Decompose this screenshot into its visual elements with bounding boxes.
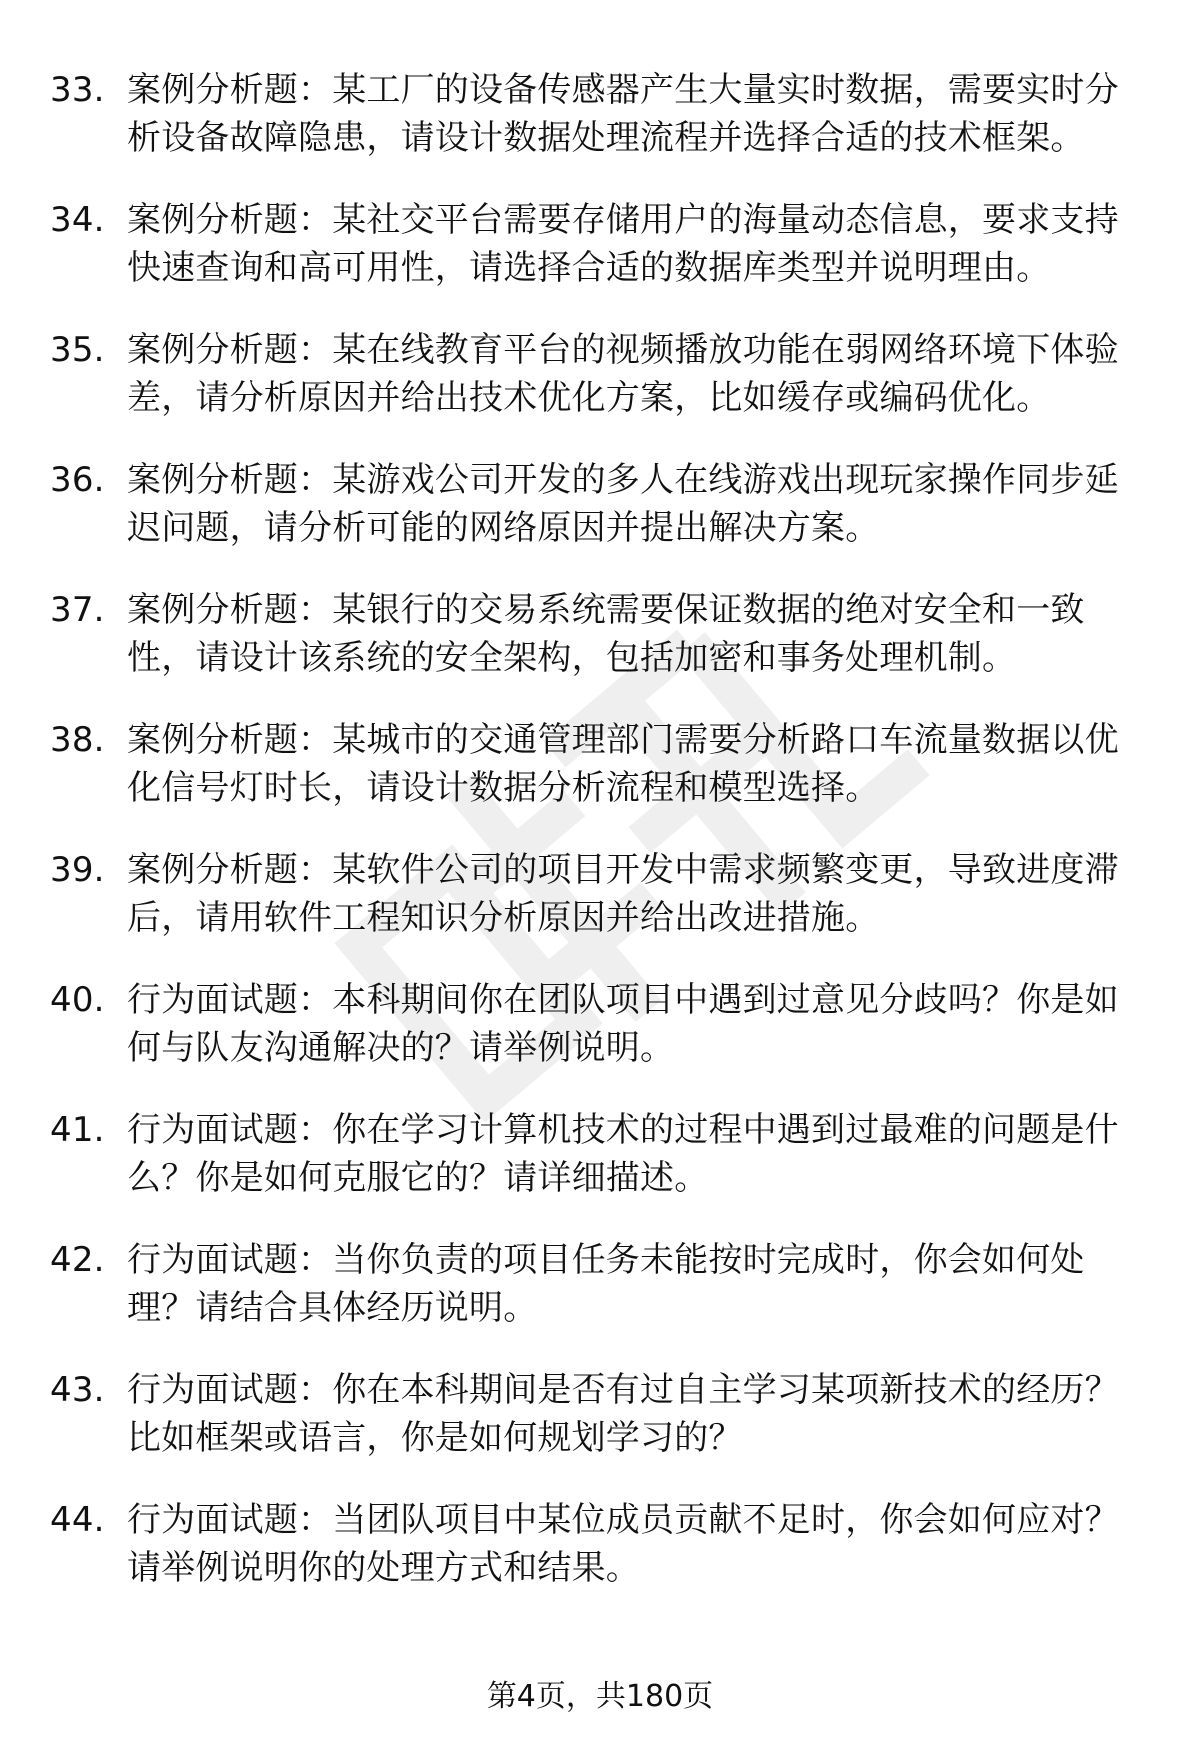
question-text: 案例分析题：某游戏公司开发的多人在线游戏出现玩家操作同步延迟问题，请分析可能的网络原因并提出解决方案。 xyxy=(127,460,1119,548)
question-text: 案例分析题：某银行的交易系统需要保证数据的绝对安全和一致性，请设计该系统的安全架构，包括加密和事务处理机制。 xyxy=(127,590,1085,678)
question-number: 41. xyxy=(50,1110,105,1150)
question-item xyxy=(50,586,1150,682)
question-text: 行为面试题：本科期间你在团队项目中遇到过意见分歧吗？你是如何与队友沟通解决的？请举例说明。 xyxy=(127,980,1119,1068)
question-text: 案例分析题：某城市的交通管理部门需要分析路口车流量数据以优化信号灯时长，请设计数据分析流程和模型选择。 xyxy=(127,720,1119,808)
question-text: 行为面试题：你在学习计算机技术的过程中遇到过最难的问题是什么？你是如何克服它的？请详细描述。 xyxy=(127,1110,1119,1198)
question-item xyxy=(50,1496,1150,1592)
question-text: 案例分析题：某软件公司的项目开发中需求频繁变更，导致进度滞后，请用软件工程知识分析原因并给出改进措施。 xyxy=(127,850,1119,938)
question-number: 34. xyxy=(50,200,105,240)
question-item xyxy=(50,716,1150,812)
question-number: 44. xyxy=(50,1500,105,1540)
question-text: 行为面试题：当团队项目中某位成员贡献不足时，你会如何应对？请举例说明你的处理方式和结果。 xyxy=(127,1500,1119,1588)
question-text: 行为面试题：当你负责的项目任务未能按时完成时，你会如何处理？请结合具体经历说明。 xyxy=(127,1240,1085,1328)
question-number: 36. xyxy=(50,460,105,500)
question-number: 40. xyxy=(50,980,105,1020)
page-footer: 第4页，共180页 xyxy=(486,1679,714,1714)
question-item xyxy=(50,66,1150,162)
question-item xyxy=(50,326,1150,422)
question-number: 38. xyxy=(50,720,105,760)
question-item xyxy=(50,196,1150,292)
question-text: 案例分析题：某在线教育平台的视频播放功能在弱网络环境下体验差，请分析原因并给出技术优化方案，比如缓存或编码优化。 xyxy=(127,330,1119,418)
question-text: 行为面试题：你在本科期间是否有过自主学习某项新技术的经历？比如框架或语言，你是如何规划学习的？ xyxy=(127,1370,1119,1458)
question-item xyxy=(50,1236,1150,1332)
question-item xyxy=(50,456,1150,552)
question-number: 39. xyxy=(50,850,105,890)
question-item xyxy=(50,1366,1150,1462)
question-item xyxy=(50,1106,1150,1202)
question-number: 35. xyxy=(50,330,105,370)
question-text: 案例分析题：某工厂的设备传感器产生大量实时数据，需要实时分析设备故障隐患，请设计数据处理流程并选择合适的技术框架。 xyxy=(127,70,1119,158)
question-item xyxy=(50,976,1150,1072)
question-number: 33. xyxy=(50,70,105,110)
question-text: 案例分析题：某社交平台需要存储用户的海量动态信息，要求支持快速查询和高可用性，请选择合适的数据库类型并说明理由。 xyxy=(127,200,1119,288)
question-item xyxy=(50,846,1150,942)
question-number: 43. xyxy=(50,1370,105,1410)
question-number: 37. xyxy=(50,590,105,630)
question-list xyxy=(50,66,1150,1626)
question-number: 42. xyxy=(50,1240,105,1280)
